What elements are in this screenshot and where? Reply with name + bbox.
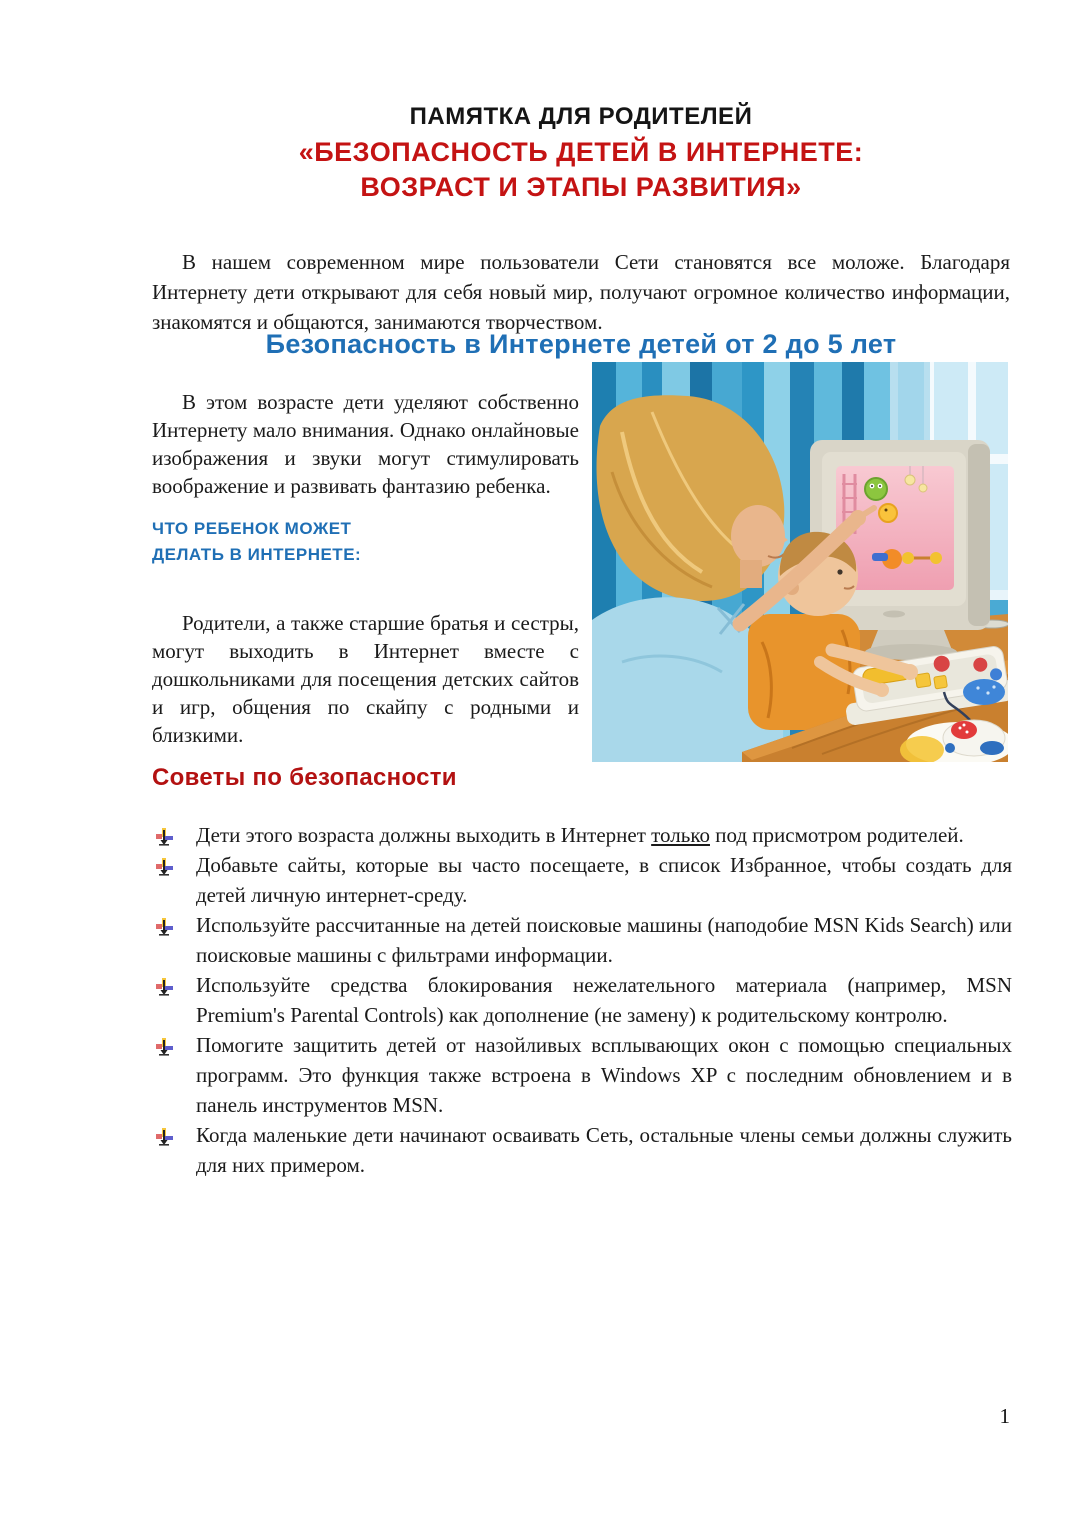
subheading-line-1: ЧТО РЕБЕНОК МОЖЕТ [152, 519, 352, 538]
list-item [152, 1120, 1012, 1180]
section-paragraph-1: В этом возрасте дети уделяют собственно Интернету мало внимания. Однако онлайновые изображения и звуки могут стимулировать воображение и развивать фантазию ребенка. [152, 390, 579, 498]
subheading-what-child-can-do [152, 516, 361, 568]
arrow-bullet-icon [155, 1035, 174, 1054]
intro-paragraph: В нашем современном мире пользователи Сети становятся все моложе. Благодаря Интернету дети открывают для себя новый мир, получают огромное количество информации, знакомятся и общаются, занимаются творчеством. [152, 250, 1010, 334]
list-item [152, 910, 1012, 970]
section-heading-age-2-5: Безопасность в Интернете детей от 2 до 5 лет [265, 329, 897, 359]
tip-text: Когда маленькие дети начинают осваивать Сеть, остальные члены семьи должны служить для них примером. [196, 1123, 1012, 1177]
list-item [152, 850, 1012, 910]
section-paragraph-2: Родители, а также старшие братья и сестры, могут выходить в Интернет вместе с дошкольниками для посещения детских сайтов и игр, общения по скайпу с родными и близкими. [152, 611, 579, 747]
arrow-bullet-icon [155, 855, 174, 874]
underlined-word: только [651, 823, 710, 847]
arrow-bullet-icon [155, 915, 174, 934]
photo-mother-child-computer [592, 362, 1008, 762]
tip-text: Используйте средства блокирования нежелательного материала (например, MSN Premium's Parental Controls) как дополнение (не замену) к родительскому контролю. [196, 973, 1012, 1027]
subheading-line-2: ДЕЛАТЬ В ИНТЕРНЕТЕ: [152, 545, 362, 564]
arrow-bullet-icon [155, 825, 174, 844]
document-subtitle-line1: «БЕЗОПАСНОСТЬ ДЕТЕЙ В ИНТЕРНЕТЕ: [298, 137, 864, 167]
list-item [152, 820, 1012, 850]
tips-heading: Советы по безопасности [152, 764, 457, 791]
tip-text: Используйте рассчитанные на детей поисковые машины (наподобие MSN Kids Search) или поисковые машины с фильтрами информации. [196, 913, 1012, 967]
list-item [152, 1030, 1012, 1120]
tips-list [152, 820, 1012, 1180]
document-title: ПАМЯТКА ДЛЯ РОДИТЕЛЕЙ [409, 103, 753, 130]
tip-text: Помогите защитить детей от назойливых всплывающих окон с помощью специальных программ. Это функция также встроена в Windows XP с последним обновлением и в панель инструментов MSN. [196, 1033, 1012, 1117]
list-item [152, 970, 1012, 1030]
tip-text: Дети этого возраста должны выходить в Интернет только под присмотром родителей. [196, 823, 964, 847]
arrow-bullet-icon [155, 975, 174, 994]
page-number: 1 [999, 1404, 1010, 1428]
tip-text: Добавьте сайты, которые вы часто посещаете, в список Избранное, чтобы создать для детей личную интернет-среду. [196, 853, 1012, 907]
document-subtitle-line2: ВОЗРАСТ И ЭТАПЫ РАЗВИТИЯ» [360, 172, 802, 202]
blue-mouse [963, 679, 1005, 705]
arrow-bullet-icon [155, 1125, 174, 1144]
